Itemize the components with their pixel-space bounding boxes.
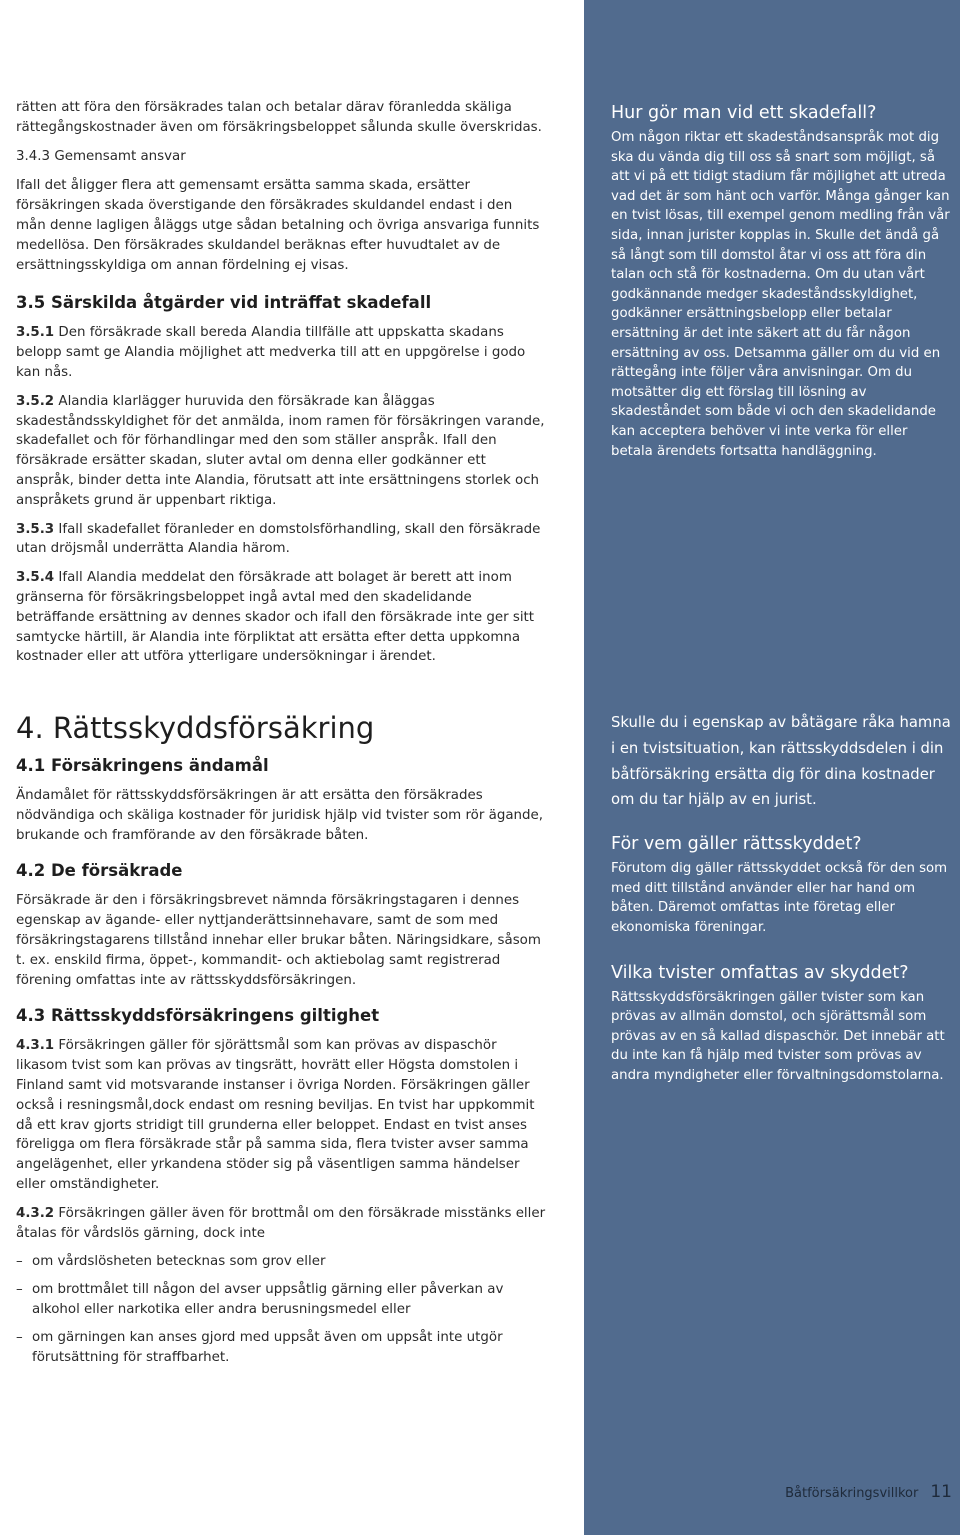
section-title: Gemensamt ansvar <box>54 148 186 164</box>
sidebar-bottom-box <box>611 710 951 1086</box>
page-number: 11 <box>930 1482 952 1502</box>
section-4-3-heading: 4.3 Rättsskyddsförsäkringens giltighet <box>16 1006 380 1026</box>
dash-bullet-icon: – <box>16 1329 23 1345</box>
paragraph-number: 3.5.3 <box>16 521 55 537</box>
paragraph-text: Försäkringen gäller även för brottmål om den försäkrade misstänks eller åtalas för vårdslös gärning, dock inte <box>16 1205 546 1241</box>
paragraph-text: Alandia klarlägger huruvida den försäkrade kan åläggas skadeståndsskyldighet för det anmälda, inom ramen för försäkringen varande, skadefallet och för förhandlingar med den som ställer anspråk. Ifall den försäkrade ersätter skadan, sluter avtal om denna eller godkänner ett anspråk, binder detta inte Alandia, förutsatt att inte ersättningens storlek och anspråkets grund är uppenbart riktiga. <box>16 393 545 508</box>
section-4-1-heading: 4.1 Försäkringens ändamål <box>16 756 269 775</box>
dash-bullet-icon: – <box>16 1282 23 1298</box>
section-3-4-3-title-line <box>16 147 546 167</box>
sidebar-text: Rättsskyddsförsäkringen gäller tvister som kan prövas av allmän domstol, och sjörättsmål som prövas av en så kallad dispaschör. Det innebär att du inte kan få hjälp med tvister som prövas av andra myndigheter eller förvaltningsdomstolarna. <box>611 989 945 1083</box>
left-column-top <box>16 98 546 676</box>
section-number: 3.4.3 <box>16 148 51 164</box>
sidebar-text: Förutom dig gäller rättsskyddet också för den som med ditt tillstånd använder eller har hand om båten. Däremot omfattas inte företag eller ekonomiska föreningar. <box>611 861 948 935</box>
section-4-2-heading: 4.2 De försäkrade <box>16 861 183 881</box>
intro-paragraph: rätten att föra den försäkrades talan och betalar därav föranledda skäliga rättegångskostnader även om försäkringsbeloppet sålunda skulle överskridas. <box>16 100 542 135</box>
dash-list-item <box>16 1328 546 1368</box>
numbered-paragraph <box>16 392 546 511</box>
page-footer <box>785 1482 952 1502</box>
paragraph-text: Ifall skadefallet föranleder en domstolsförhandling, skall den försäkrade utan dröjsmål underrätta Alandia härom. <box>16 521 541 557</box>
section-4-1-text: Ändamålet för rättsskyddsförsäkringen är att ersätta den försäkrades nödvändiga och skäliga kostnader för juridisk hjälp vid tvister som rör ägande, brukande och framförande av den försäkrade båten. <box>16 788 544 843</box>
paragraph-text: Ifall Alandia meddelat den försäkrade att bolaget är berett att inom gränserna för försäkringsbeloppet ingå avtal med den skadelidande beträffande ersättning av dennes skador och ifall den försäkrade inte ger sitt samtycke härtill, är Alandia inte förpliktat att ersätta efter detta uppkomna kostnader eller att utföra ytterligare undersökningar i ärendet. <box>16 570 535 665</box>
numbered-paragraph <box>16 323 546 382</box>
numbered-paragraph <box>16 520 546 560</box>
paragraph-number: 3.5.2 <box>16 393 55 409</box>
sidebar-heading: Vilka tvister omfattas av skyddet? <box>611 962 909 983</box>
section-3-4-3 <box>16 147 546 276</box>
section-text: Ifall det åligger flera att gemensamt ersätta samma skada, ersätter försäkringen skada överstigande den försäkrades skuldandel endast i den mån denne lagligen åläggs utge sådan betalning och övriga ansvariga funnits medellösa. Den försäkrades skuldandel beräknas efter huvudtalet av de ersättningsskyldiga om annan fördelning ej visas. <box>16 178 540 273</box>
numbered-paragraph <box>16 1204 546 1244</box>
dash-list-text: om gärningen kan anses gjord med uppsåt även om uppsåt inte utgör förutsättning för straffbarhet. <box>32 1329 503 1365</box>
footer-doc-title: Båtförsäkringsvillkor <box>785 1486 919 1501</box>
dash-list-item <box>16 1280 546 1320</box>
numbered-paragraph <box>16 1036 546 1194</box>
paragraph-number: 4.3.1 <box>16 1038 55 1054</box>
numbered-paragraph <box>16 568 546 667</box>
sidebar-intro: Skulle du i egenskap av båtägare råka hamna i en tvistsituation, kan rättsskyddsdelen i din båtförsäkring ersätta dig för dina kostnader om du tar hjälp av en jurist. <box>611 714 951 809</box>
sidebar-heading: För vem gäller rättsskyddet? <box>611 834 862 855</box>
paragraph-number: 3.5.1 <box>16 325 55 341</box>
paragraph-text: Försäkringen gäller för sjörättsmål som kan prövas av dispaschör likasom tvist som kan prövas av tingsrätt, hovrätt eller Högsta domstolen i Finland samt vid motsvarande instanser i övriga Norden. Försäkringen gäller också i resningsmål,dock endast om resning beviljas. En tvist har uppkommit då ett krav gjorts stridigt till grunderna eller beloppet. Endast en tvist anses föreligga om flera försäkrade står på samma sida, flera tvister avser samma angelägenhet, eller yrkandena stöder sig på väsentligen samma händelser eller omständigheter. <box>16 1038 535 1192</box>
sidebar-top-box <box>611 102 951 461</box>
paragraph-number: 4.3.2 <box>16 1205 55 1221</box>
chapter-title: 4. Rättsskyddsförsäkring <box>16 711 375 745</box>
sidebar-heading: Hur gör man vid ett skadefall? <box>611 103 877 123</box>
dash-bullet-icon: – <box>16 1254 23 1270</box>
paragraph-number: 3.5.4 <box>16 570 55 586</box>
section-3-5-heading: 3.5 Särskilda åtgärder vid inträffat skadefall <box>16 293 432 313</box>
paragraph-text: Den försäkrade skall bereda Alandia tillfälle att uppskatta skadans belopp samt ge Alandia möjlighet att medverka till att en uppgörelse i godo kan nås. <box>16 325 526 380</box>
dash-list-text: om brottmålet till någon del avser uppsåtlig gärning eller påverkan av alkohol eller narkotika eller andra berusningsmedel eller <box>32 1282 504 1317</box>
left-column-chapter-4 <box>16 710 546 1375</box>
dash-list-item <box>16 1252 546 1272</box>
sidebar-text: Om någon riktar ett skadeståndsanspråk mot dig ska du vända dig till oss så snart som möjligt, så att vi på ett tidigt stadium får möjlighet att utreda vad det är som hänt och varför. Många gånger kan en tvist lösas, till exempel genom medling från vår sida, innan jurister kopplas in. Skulle det ändå gå så långt som till domstol åtar vi oss att föra din talan och stå för kostnaderna. Om du utan vårt godkännande medger skadeståndsskyldighet, godkänner ersättningsbelopp eller betalar ersättning är det inte säkert att du får någon ersättning av oss. Detsamma gäller om du vid en rättegång inte följer våra anvisningar. Om du motsätter dig ett förslag till lösning av skadeståndet som både vi och den skadelidande kan acceptera behöver vi inte verka för eller betala ärendets fortsatta handläggning. <box>611 130 950 459</box>
dash-list-text: om vårdslösheten betecknas som grov eller <box>32 1254 326 1270</box>
section-4-2-text: Försäkrade är den i försäkringsbrevet nämnda försäkringstagaren i dennes egenskap av ägande- eller nyttjanderättsinnehavare, samt de som med försäkringstagarens tillstånd innehar eller brukar båten. Näringsidkare, såsom t. ex. enskild firma, öppet-, kommandit- och aktiebolag samt registrerad förening omfattas inte av rättsskyddsförsäkringen. <box>16 893 541 988</box>
